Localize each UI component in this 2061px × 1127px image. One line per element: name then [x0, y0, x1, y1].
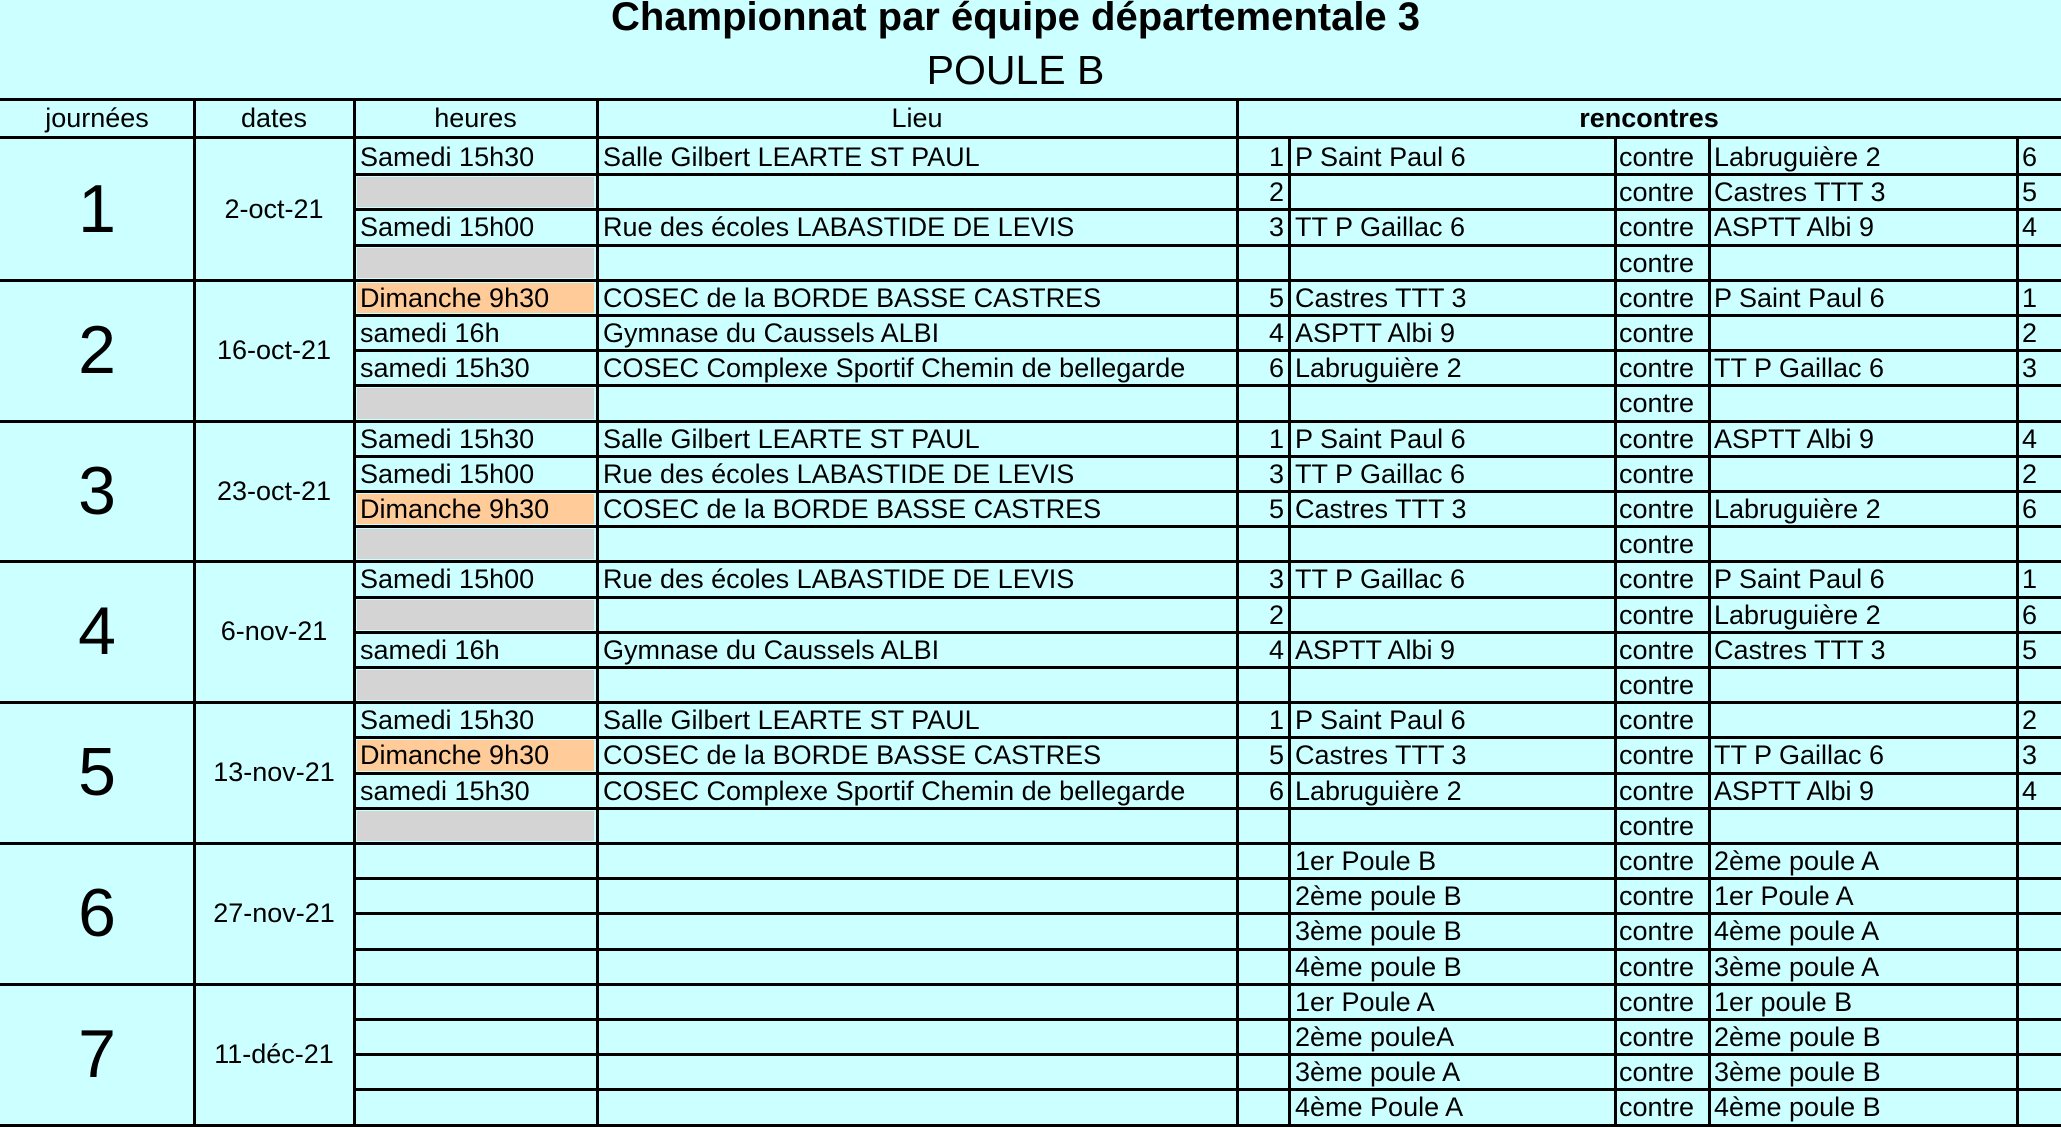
match-venue: COSEC de la BORDE BASSE CASTRES: [603, 740, 1102, 771]
away-team: 4ème poule A: [1714, 916, 1880, 947]
home-team-number: 5: [1268, 494, 1284, 524]
home-team: 2ème pouleA: [1295, 1022, 1455, 1052]
away-team: 3ème poule B: [1714, 1057, 1881, 1088]
away-team: Castres TTT 3: [1714, 177, 1886, 208]
match-venue: COSEC de la BORDE BASSE CASTRES: [603, 494, 1102, 524]
away-team: [1714, 316, 2014, 351]
match-time: Samedi 15h00: [360, 458, 535, 489]
away-team-number: 1: [2022, 564, 2038, 595]
match-time: samedi 16h: [360, 318, 500, 348]
away-team-number: [2022, 879, 2061, 914]
away-team-number: 5: [2022, 177, 2038, 208]
match-time: [360, 668, 593, 703]
versus-label: contre: [1619, 142, 1695, 172]
home-team: 3ème poule A: [1295, 1057, 1461, 1088]
match-venue: [603, 1090, 1233, 1125]
home-team: P Saint Paul 6: [1295, 423, 1466, 454]
home-team-number: 6: [1268, 775, 1284, 806]
match-venue: Rue des écoles LABASTIDE DE LEVIS: [603, 564, 1075, 595]
home-team-number: 5: [1268, 740, 1284, 771]
home-team-number: 3: [1268, 212, 1284, 243]
home-team: [1295, 668, 1613, 703]
home-team: [1295, 246, 1613, 281]
header-heures: heures: [434, 103, 517, 133]
away-team-number: 4: [2022, 212, 2038, 243]
home-team: [1295, 527, 1613, 562]
journee-number: 5: [78, 734, 116, 811]
home-team-number: 1: [1268, 423, 1284, 454]
away-team: Castres TTT 3: [1714, 634, 1886, 665]
away-team: Labruguière 2: [1714, 494, 1881, 524]
away-team-number: [2022, 527, 2061, 562]
home-team: 4ème poule B: [1295, 951, 1462, 982]
column-divider: [596, 98, 599, 1127]
away-team: TT P Gaillac 6: [1714, 353, 1885, 384]
away-team-number: 6: [2022, 599, 2038, 630]
home-team-number: 4: [1268, 634, 1284, 665]
page-title: Championnat par équipe départementale 3: [610, 0, 1421, 39]
column-divider: [353, 98, 356, 1127]
away-team-number: 2: [2022, 318, 2038, 348]
column-divider: [2016, 136, 2019, 1127]
match-venue: Rue des écoles LABASTIDE DE LEVIS: [603, 458, 1075, 489]
header-journees: journées: [45, 103, 149, 133]
home-team: TT P Gaillac 6: [1295, 564, 1466, 595]
away-team-number: [2022, 246, 2061, 281]
away-team: 2ème poule B: [1714, 1022, 1881, 1052]
home-team: [1295, 809, 1613, 844]
match-venue: [603, 386, 1233, 421]
journee-date: 6-nov-21: [220, 616, 328, 647]
match-venue: [603, 668, 1233, 703]
journee-number: 1: [78, 171, 116, 247]
journee-date: 23-oct-21: [216, 475, 332, 506]
away-team: [1714, 809, 2014, 844]
home-team-number: 4: [1268, 318, 1284, 348]
away-team: [1714, 527, 2014, 562]
versus-label: contre: [1619, 1092, 1695, 1123]
versus-label: contre: [1619, 318, 1695, 348]
home-team: 1er Poule B: [1295, 846, 1437, 876]
match-time: [360, 879, 593, 914]
match-time: samedi 16h: [360, 634, 500, 665]
match-time: [360, 985, 593, 1020]
home-team: ASPTT Albi 9: [1295, 318, 1456, 348]
versus-label: contre: [1619, 564, 1695, 595]
home-team-number: 2: [1268, 177, 1284, 208]
away-team: P Saint Paul 6: [1714, 282, 1885, 313]
journee-number: 6: [78, 875, 116, 951]
column-divider: [1614, 136, 1617, 1127]
away-team-number: 6: [2022, 142, 2038, 172]
versus-label: contre: [1619, 1057, 1695, 1088]
match-venue: COSEC Complexe Sportif Chemin de bellegarde: [603, 353, 1186, 384]
home-team-number: 6: [1268, 353, 1284, 384]
versus-label: contre: [1619, 212, 1695, 243]
away-team-number: [2022, 950, 2061, 985]
away-team: ASPTT Albi 9: [1714, 775, 1875, 806]
versus-label: contre: [1619, 986, 1695, 1017]
away-team-number: 1: [2022, 282, 2038, 313]
home-team-number: [1237, 809, 1284, 844]
home-team-number: [1237, 668, 1284, 703]
match-time: Samedi 15h30: [360, 705, 535, 736]
versus-label: contre: [1619, 388, 1695, 419]
match-venue: COSEC Complexe Sportif Chemin de bellegarde: [603, 775, 1186, 806]
match-venue: [603, 246, 1233, 281]
home-team: P Saint Paul 6: [1295, 142, 1466, 172]
away-team-number: 2: [2022, 705, 2038, 736]
match-venue: [603, 598, 1233, 633]
journee-number: 4: [78, 593, 116, 670]
versus-label: contre: [1619, 634, 1695, 665]
journee-number: 2: [78, 311, 116, 388]
away-team-number: 2: [2022, 458, 2038, 489]
home-team: [1295, 598, 1613, 633]
match-venue: [603, 809, 1233, 844]
home-team-number: 1: [1268, 705, 1284, 736]
away-team: ASPTT Albi 9: [1714, 423, 1875, 454]
match-venue: Rue des écoles LABASTIDE DE LEVIS: [603, 212, 1075, 243]
home-team: 2ème poule B: [1295, 881, 1462, 912]
home-team: ASPTT Albi 9: [1295, 634, 1456, 665]
match-time: [360, 598, 593, 633]
match-time: [360, 527, 593, 562]
match-time: [360, 1020, 593, 1055]
home-team: TT P Gaillac 6: [1295, 458, 1466, 489]
away-team: 1er poule B: [1714, 986, 1853, 1017]
home-team-number: [1237, 246, 1284, 281]
away-team: [1714, 246, 2014, 281]
away-team-number: [2022, 1020, 2061, 1055]
match-time: samedi 15h30: [360, 353, 530, 384]
journee-date: 27-nov-21: [213, 898, 335, 928]
match-time: [360, 386, 593, 421]
away-team-number: [2022, 914, 2061, 949]
match-time: samedi 15h30: [360, 775, 530, 806]
home-team-number: [1237, 1020, 1284, 1055]
match-time: Dimanche 9h30: [360, 494, 550, 524]
match-venue: COSEC de la BORDE BASSE CASTRES: [603, 282, 1102, 313]
match-time: [360, 914, 593, 949]
versus-label: contre: [1619, 458, 1695, 489]
column-divider: [193, 98, 196, 1127]
column-divider: [1236, 98, 1239, 1127]
away-team: Labruguière 2: [1714, 599, 1881, 630]
away-team: 4ème poule B: [1714, 1092, 1881, 1123]
match-venue: [603, 1020, 1233, 1055]
match-time: [360, 950, 593, 985]
home-team: 4ème Poule A: [1295, 1092, 1464, 1123]
home-team: P Saint Paul 6: [1295, 705, 1466, 736]
home-team-number: [1237, 879, 1284, 914]
match-time: [360, 1055, 593, 1090]
home-team: Castres TTT 3: [1295, 494, 1467, 524]
home-team-number: [1237, 914, 1284, 949]
away-team-number: [2022, 809, 2061, 844]
versus-label: contre: [1619, 282, 1695, 313]
home-team-number: [1237, 1090, 1284, 1125]
home-team-number: [1237, 527, 1284, 562]
page-subtitle: POULE B: [926, 47, 1105, 93]
home-team-number: 1: [1268, 142, 1284, 172]
versus-label: contre: [1619, 529, 1695, 560]
versus-label: contre: [1619, 951, 1695, 982]
match-time: [360, 844, 593, 879]
match-time: Samedi 15h00: [360, 564, 535, 595]
away-team-number: 5: [2022, 634, 2038, 665]
away-team-number: 4: [2022, 775, 2038, 806]
match-venue: [603, 844, 1233, 879]
home-team: Castres TTT 3: [1295, 740, 1467, 771]
home-team: Castres TTT 3: [1295, 282, 1467, 313]
match-time: [360, 175, 593, 210]
match-venue: [603, 879, 1233, 914]
away-team-number: [2022, 668, 2061, 703]
match-venue: [603, 1055, 1233, 1090]
away-team: 2ème poule A: [1714, 846, 1880, 876]
journee-date: 2-oct-21: [224, 194, 324, 224]
versus-label: contre: [1619, 740, 1695, 771]
home-team-number: 5: [1268, 282, 1284, 313]
versus-label: contre: [1619, 810, 1695, 841]
match-venue: [603, 175, 1233, 210]
away-team: P Saint Paul 6: [1714, 564, 1885, 595]
match-venue: Salle Gilbert LEARTE ST PAUL: [603, 142, 980, 172]
home-team: [1295, 386, 1613, 421]
versus-label: contre: [1619, 494, 1695, 524]
away-team: TT P Gaillac 6: [1714, 740, 1885, 771]
away-team: Labruguière 2: [1714, 142, 1881, 172]
match-time: Dimanche 9h30: [360, 282, 550, 313]
away-team: [1714, 668, 2014, 703]
away-team-number: [2022, 1090, 2061, 1125]
away-team-number: [2022, 844, 2061, 879]
journee-date: 13-nov-21: [213, 757, 335, 788]
versus-label: contre: [1619, 670, 1695, 700]
match-venue: [603, 914, 1233, 949]
versus-label: contre: [1619, 599, 1695, 630]
match-time: Dimanche 9h30: [360, 740, 550, 771]
block-divider: [0, 1124, 2061, 1127]
journee-number: 7: [78, 1015, 116, 1092]
away-team: [1714, 386, 2014, 421]
match-time: Samedi 15h00: [360, 212, 535, 243]
versus-label: contre: [1619, 881, 1695, 912]
header-dates: dates: [240, 103, 308, 133]
match-venue: Gymnase du Caussels ALBI: [603, 634, 940, 665]
away-team-number: 3: [2022, 353, 2038, 384]
header-lieu: Lieu: [891, 103, 943, 133]
journee-date: 16-oct-21: [216, 334, 332, 365]
column-divider: [1288, 136, 1291, 1127]
versus-label: contre: [1619, 247, 1695, 278]
home-team-number: 2: [1268, 599, 1284, 630]
away-team: [1714, 457, 2014, 492]
home-team: [1295, 175, 1613, 210]
away-team-number: 3: [2022, 740, 2038, 771]
match-venue: [603, 950, 1233, 985]
away-team-number: [2022, 386, 2061, 421]
home-team: Labruguière 2: [1295, 353, 1462, 384]
home-team: Labruguière 2: [1295, 775, 1462, 806]
away-team-number: [2022, 1055, 2061, 1090]
column-divider: [1708, 136, 1711, 1127]
match-time: [360, 246, 593, 281]
match-time: [360, 809, 593, 844]
match-venue: Salle Gilbert LEARTE ST PAUL: [603, 705, 980, 736]
journee-number: 3: [78, 452, 116, 529]
home-team: TT P Gaillac 6: [1295, 212, 1466, 243]
versus-label: contre: [1619, 1022, 1695, 1052]
away-team-number: 4: [2022, 423, 2038, 454]
match-time: Samedi 15h30: [360, 423, 535, 454]
versus-label: contre: [1619, 775, 1695, 806]
match-time: Samedi 15h30: [360, 142, 535, 172]
versus-label: contre: [1619, 423, 1695, 454]
home-team: 3ème poule B: [1295, 916, 1462, 947]
home-team-number: 3: [1268, 564, 1284, 595]
match-venue: Salle Gilbert LEARTE ST PAUL: [603, 423, 980, 454]
home-team-number: [1237, 1055, 1284, 1090]
home-team: 1er Poule A: [1295, 986, 1435, 1017]
home-team-number: [1237, 844, 1284, 879]
away-team-number: [2022, 985, 2061, 1020]
home-team-number: [1237, 985, 1284, 1020]
versus-label: contre: [1619, 705, 1695, 736]
match-venue: [603, 527, 1233, 562]
match-venue: Gymnase du Caussels ALBI: [603, 318, 940, 348]
versus-label: contre: [1619, 177, 1695, 208]
match-venue: [603, 985, 1233, 1020]
away-team: 3ème poule A: [1714, 951, 1880, 982]
away-team: 1er Poule A: [1714, 881, 1854, 912]
match-time: [360, 1090, 593, 1125]
versus-label: contre: [1619, 846, 1695, 876]
versus-label: contre: [1619, 916, 1695, 947]
header-rencontres: rencontres: [1579, 103, 1719, 133]
home-team-number: [1237, 386, 1284, 421]
home-team-number: 3: [1268, 458, 1284, 489]
away-team-number: 6: [2022, 494, 2038, 524]
versus-label: contre: [1619, 353, 1695, 384]
away-team: [1714, 703, 2014, 738]
home-team-number: [1237, 950, 1284, 985]
journee-date: 11-déc-21: [214, 1038, 334, 1069]
away-team: ASPTT Albi 9: [1714, 212, 1875, 243]
